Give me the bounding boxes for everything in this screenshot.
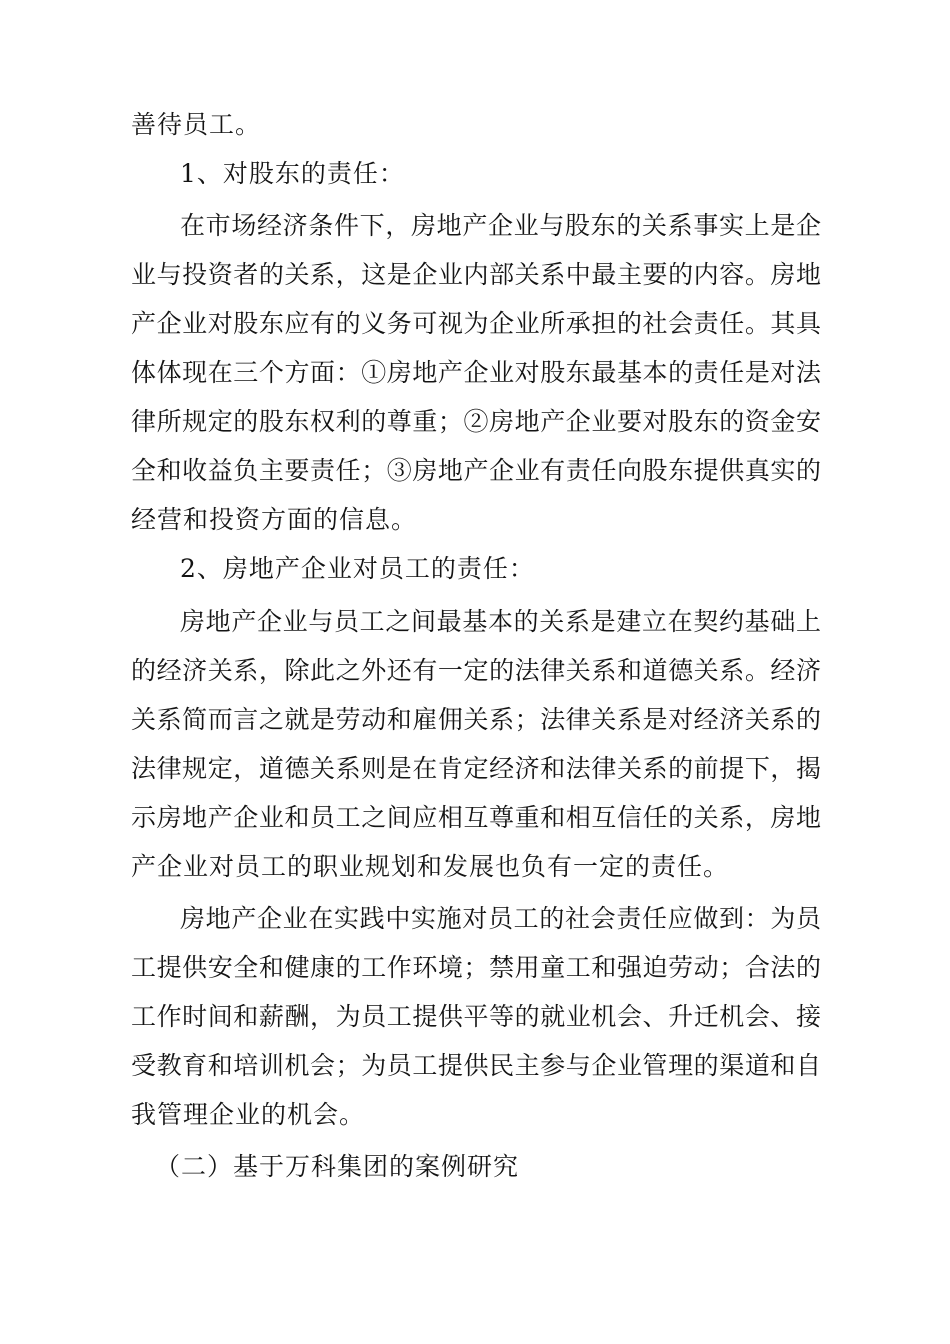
paragraph-line: 业与投资者的关系，这是企业内部关系中最主要的内容。房地 <box>131 260 821 289</box>
paragraph-line: 房地产企业与员工之间最基本的关系是建立在契约基础上 <box>180 607 821 636</box>
paragraph-line: 法律规定，道德关系则是在肯定经济和法律关系的前提下，揭 <box>131 754 821 783</box>
paragraph-line: 我管理企业的机会。 <box>131 1100 366 1129</box>
paragraph-line: 产企业对员工的职业规划和发展也负有一定的责任。 <box>131 852 730 881</box>
section-heading: 1、对股东的责任： <box>180 159 405 188</box>
paragraph-line: 受教育和培训机会；为员工提供民主参与企业管理的渠道和自 <box>131 1051 821 1080</box>
paragraph-line: 工作时间和薪酬，为员工提供平等的就业机会、升迁机会、接 <box>131 1002 821 1031</box>
paragraph-line: 经营和投资方面的信息。 <box>131 505 418 534</box>
paragraph-line: 在市场经济条件下，房地产企业与股东的关系事实上是企 <box>180 211 821 240</box>
paragraph-line: 的经济关系，除此之外还有一定的法律关系和道德关系。经济 <box>131 656 821 685</box>
section-heading: （二）基于万科集团的案例研究 <box>155 1152 520 1181</box>
paragraph-line: 工提供安全和健康的工作环境；禁用童工和强迫劳动；合法的 <box>131 953 821 982</box>
paragraph-line: 关系简而言之就是劳动和雇佣关系；法律关系是对经济关系的 <box>131 705 821 734</box>
paragraph-line: 房地产企业在实践中实施对员工的社会责任应做到：为员 <box>180 904 821 933</box>
paragraph-line: 善待员工。 <box>131 110 262 139</box>
paragraph-line: 律所规定的股东权利的尊重；②房地产企业要对股东的资金安 <box>131 407 821 436</box>
section-heading: 2、房地产企业对员工的责任： <box>180 554 535 583</box>
paragraph-line: 示房地产企业和员工之间应相互尊重和相互信任的关系，房地 <box>131 803 821 832</box>
paragraph-line: 体体现在三个方面：①房地产企业对股东最基本的责任是对法 <box>131 358 821 387</box>
paragraph-line: 产企业对股东应有的义务可视为企业所承担的社会责任。其具 <box>131 309 821 338</box>
paragraph-line: 全和收益负主要责任；③房地产企业有责任向股东提供真实的 <box>131 456 821 485</box>
